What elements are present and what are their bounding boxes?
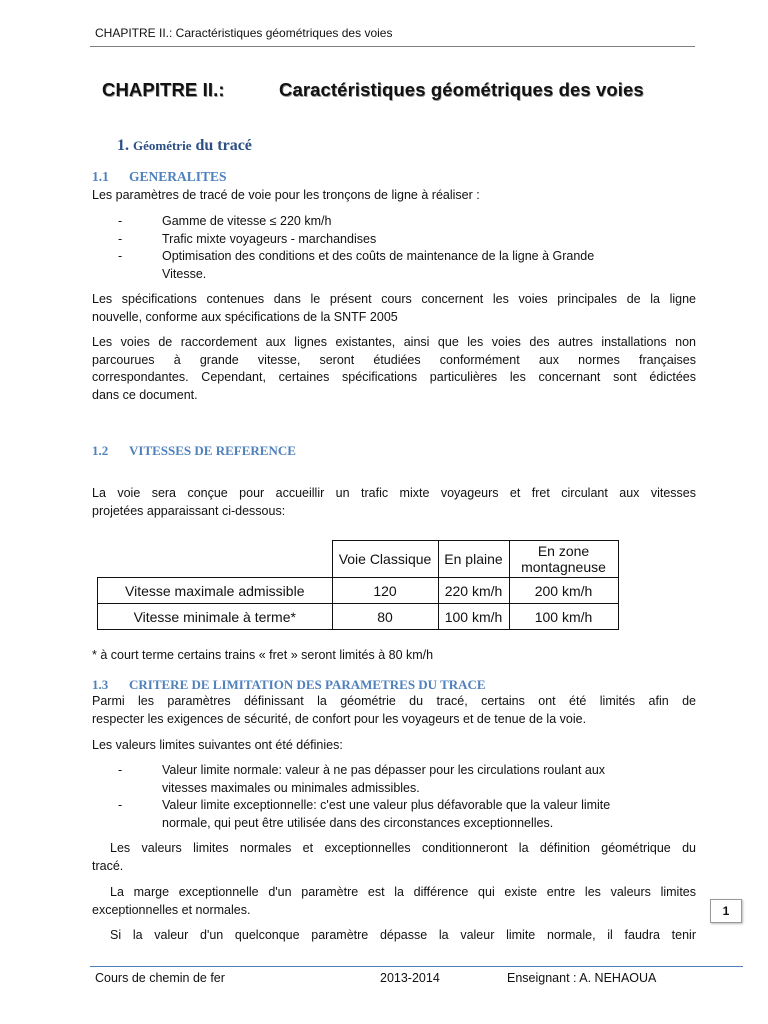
paragraph (92, 334, 696, 404)
table-header-cell (509, 541, 618, 578)
section-heading (117, 137, 252, 155)
subsection-title: VITESSES DE REFERENCE (129, 443, 296, 458)
subsection-heading-critere (92, 677, 486, 693)
text-line: projetées apparaissant ci-dessous: (92, 503, 286, 518)
table-cell: Vitesse minimale à terme* (98, 604, 333, 630)
table-cell: 120 (332, 578, 438, 604)
table-cell-empty (98, 541, 333, 578)
chapter-heading: Caractéristiques géométriques des voies (279, 79, 644, 100)
text-line: La voie sera conçue pour accueillir un trafic mixte voyageurs et fret circulant aux vitesses (92, 486, 696, 500)
subsection-title: GENERALITES (129, 169, 227, 184)
speed-table (97, 540, 619, 630)
header-rule (90, 46, 695, 47)
header-line: En zone (537, 543, 590, 559)
table-row (98, 578, 619, 604)
subsection-heading-generalites (92, 169, 227, 185)
section-number: 1. (117, 137, 129, 154)
list-item-text: Valeur limite normale: valeur à ne pas dépasser pour les circulations roulant aux (162, 763, 606, 777)
page-number-badge: 1 (710, 899, 742, 923)
bullet-dash: - (118, 231, 123, 246)
table-header-row (98, 541, 619, 578)
subsection-number: 1.3 (92, 677, 109, 692)
bullet-dash: - (118, 763, 123, 777)
table-row (98, 604, 619, 630)
bullet-list (92, 762, 696, 832)
header-line: montagneuse (521, 559, 606, 575)
table-cell: 100 km/h (438, 604, 509, 630)
subsection-title: CRITERE DE LIMITATION DES PARAMETRES DU TRACE (129, 677, 486, 692)
table-header-cell: Voie Classique (332, 541, 438, 578)
bullet-dash: - (118, 214, 123, 228)
list-item (92, 231, 692, 249)
paragraph: Les valeurs limites suivantes ont été définies: (92, 738, 343, 752)
text-line: parcourues à grande vitesse, seront étudiées conformément aux normes françaises (92, 352, 696, 367)
text-line: dans ce document. (92, 387, 198, 402)
table-cell: Vitesse maximale admissible (98, 578, 333, 604)
list-item-continuation: normale, qui peut être utilisée dans des circonstances exceptionnelles. (162, 815, 554, 830)
bullet-dash: - (118, 798, 123, 812)
list-item-text: Optimisation des conditions et des coûts de maintenance de la ligne à Grande (162, 249, 595, 263)
paragraph (92, 884, 696, 919)
section-title-rest: du tracé (195, 137, 252, 154)
text-line: Les voies de raccordement aux lignes existantes, ainsi que les voies des autres installations non (92, 335, 696, 349)
text-line: tracé. (92, 858, 124, 873)
table-cell: 200 km/h (509, 578, 618, 604)
text-line: nouvelle, conforme aux spécifications de la SNTF 2005 (92, 309, 398, 324)
chapter-label: CHAPITRE II.: (102, 79, 225, 100)
paragraph (92, 291, 696, 326)
text-line: Les spécifications contenues dans le présent cours concernent les voies principales de la ligne (92, 292, 696, 306)
section-title-small: Géométrie (133, 138, 192, 153)
chapter-title (102, 79, 644, 101)
paragraph: Les paramètres de tracé de voie pour les tronçons de ligne à réaliser : (92, 188, 480, 202)
footer-course: Cours de chemin de fer (95, 971, 225, 985)
text-line: exceptionnelles et normales. (92, 902, 251, 917)
list-item (92, 213, 692, 231)
list-item (92, 762, 696, 780)
table-footnote: * à court terme certains trains « fret » seront limités à 80 km/h (92, 648, 434, 662)
footer-teacher: Enseignant : A. NEHAOUA (507, 971, 657, 985)
subsection-heading-vitesses (92, 443, 296, 459)
paragraph (92, 927, 696, 945)
table-header-cell: En plaine (438, 541, 509, 578)
text-line: respecter les exigences de sécurité, de confort pour les voyageurs et de tenue de la voie. (92, 711, 587, 726)
list-item-continuation: vitesses maximales ou minimales admissibles. (162, 780, 420, 795)
footer-year: 2013-2014 (380, 971, 440, 985)
bullet-dash: - (118, 249, 123, 263)
list-item-text: Gamme de vitesse ≤ 220 km/h (162, 214, 332, 228)
table-cell: 100 km/h (509, 604, 618, 630)
list-item (92, 797, 696, 815)
footer-rule (90, 966, 743, 967)
subsection-number: 1.1 (92, 169, 109, 184)
list-item-text: Valeur limite exceptionnelle: c'est une valeur plus défavorable que la valeur limite (162, 798, 611, 812)
text-line: Les valeurs limites normales et exceptionnelles conditionneront la définition géométrique du (110, 841, 696, 855)
text-line: correspondantes. Cependant, certaines spécifications particulières les concernant sont édictées (92, 370, 696, 384)
text-line: Si la valeur d'un quelconque paramètre dépasse la valeur limite normale, il faudra tenir (110, 928, 696, 942)
paragraph (92, 485, 696, 520)
subsection-number: 1.2 (92, 443, 109, 458)
table-cell: 220 km/h (438, 578, 509, 604)
list-item-continuation: Vitesse. (162, 266, 207, 281)
list-item (92, 248, 692, 266)
bullet-list (92, 213, 692, 283)
paragraph (92, 840, 696, 875)
list-item-text: Trafic mixte voyageurs - marchandises (162, 231, 377, 246)
running-header: CHAPITRE II.: Caractéristiques géométriques des voies (95, 26, 393, 40)
text-line: La marge exceptionnelle d'un paramètre est la différence qui existe entre les valeurs limites (110, 885, 696, 899)
text-line: Parmi les paramètres définissant la géométrie du tracé, certains ont été limités afin de (92, 694, 696, 708)
paragraph (92, 693, 696, 728)
table-cell: 80 (332, 604, 438, 630)
